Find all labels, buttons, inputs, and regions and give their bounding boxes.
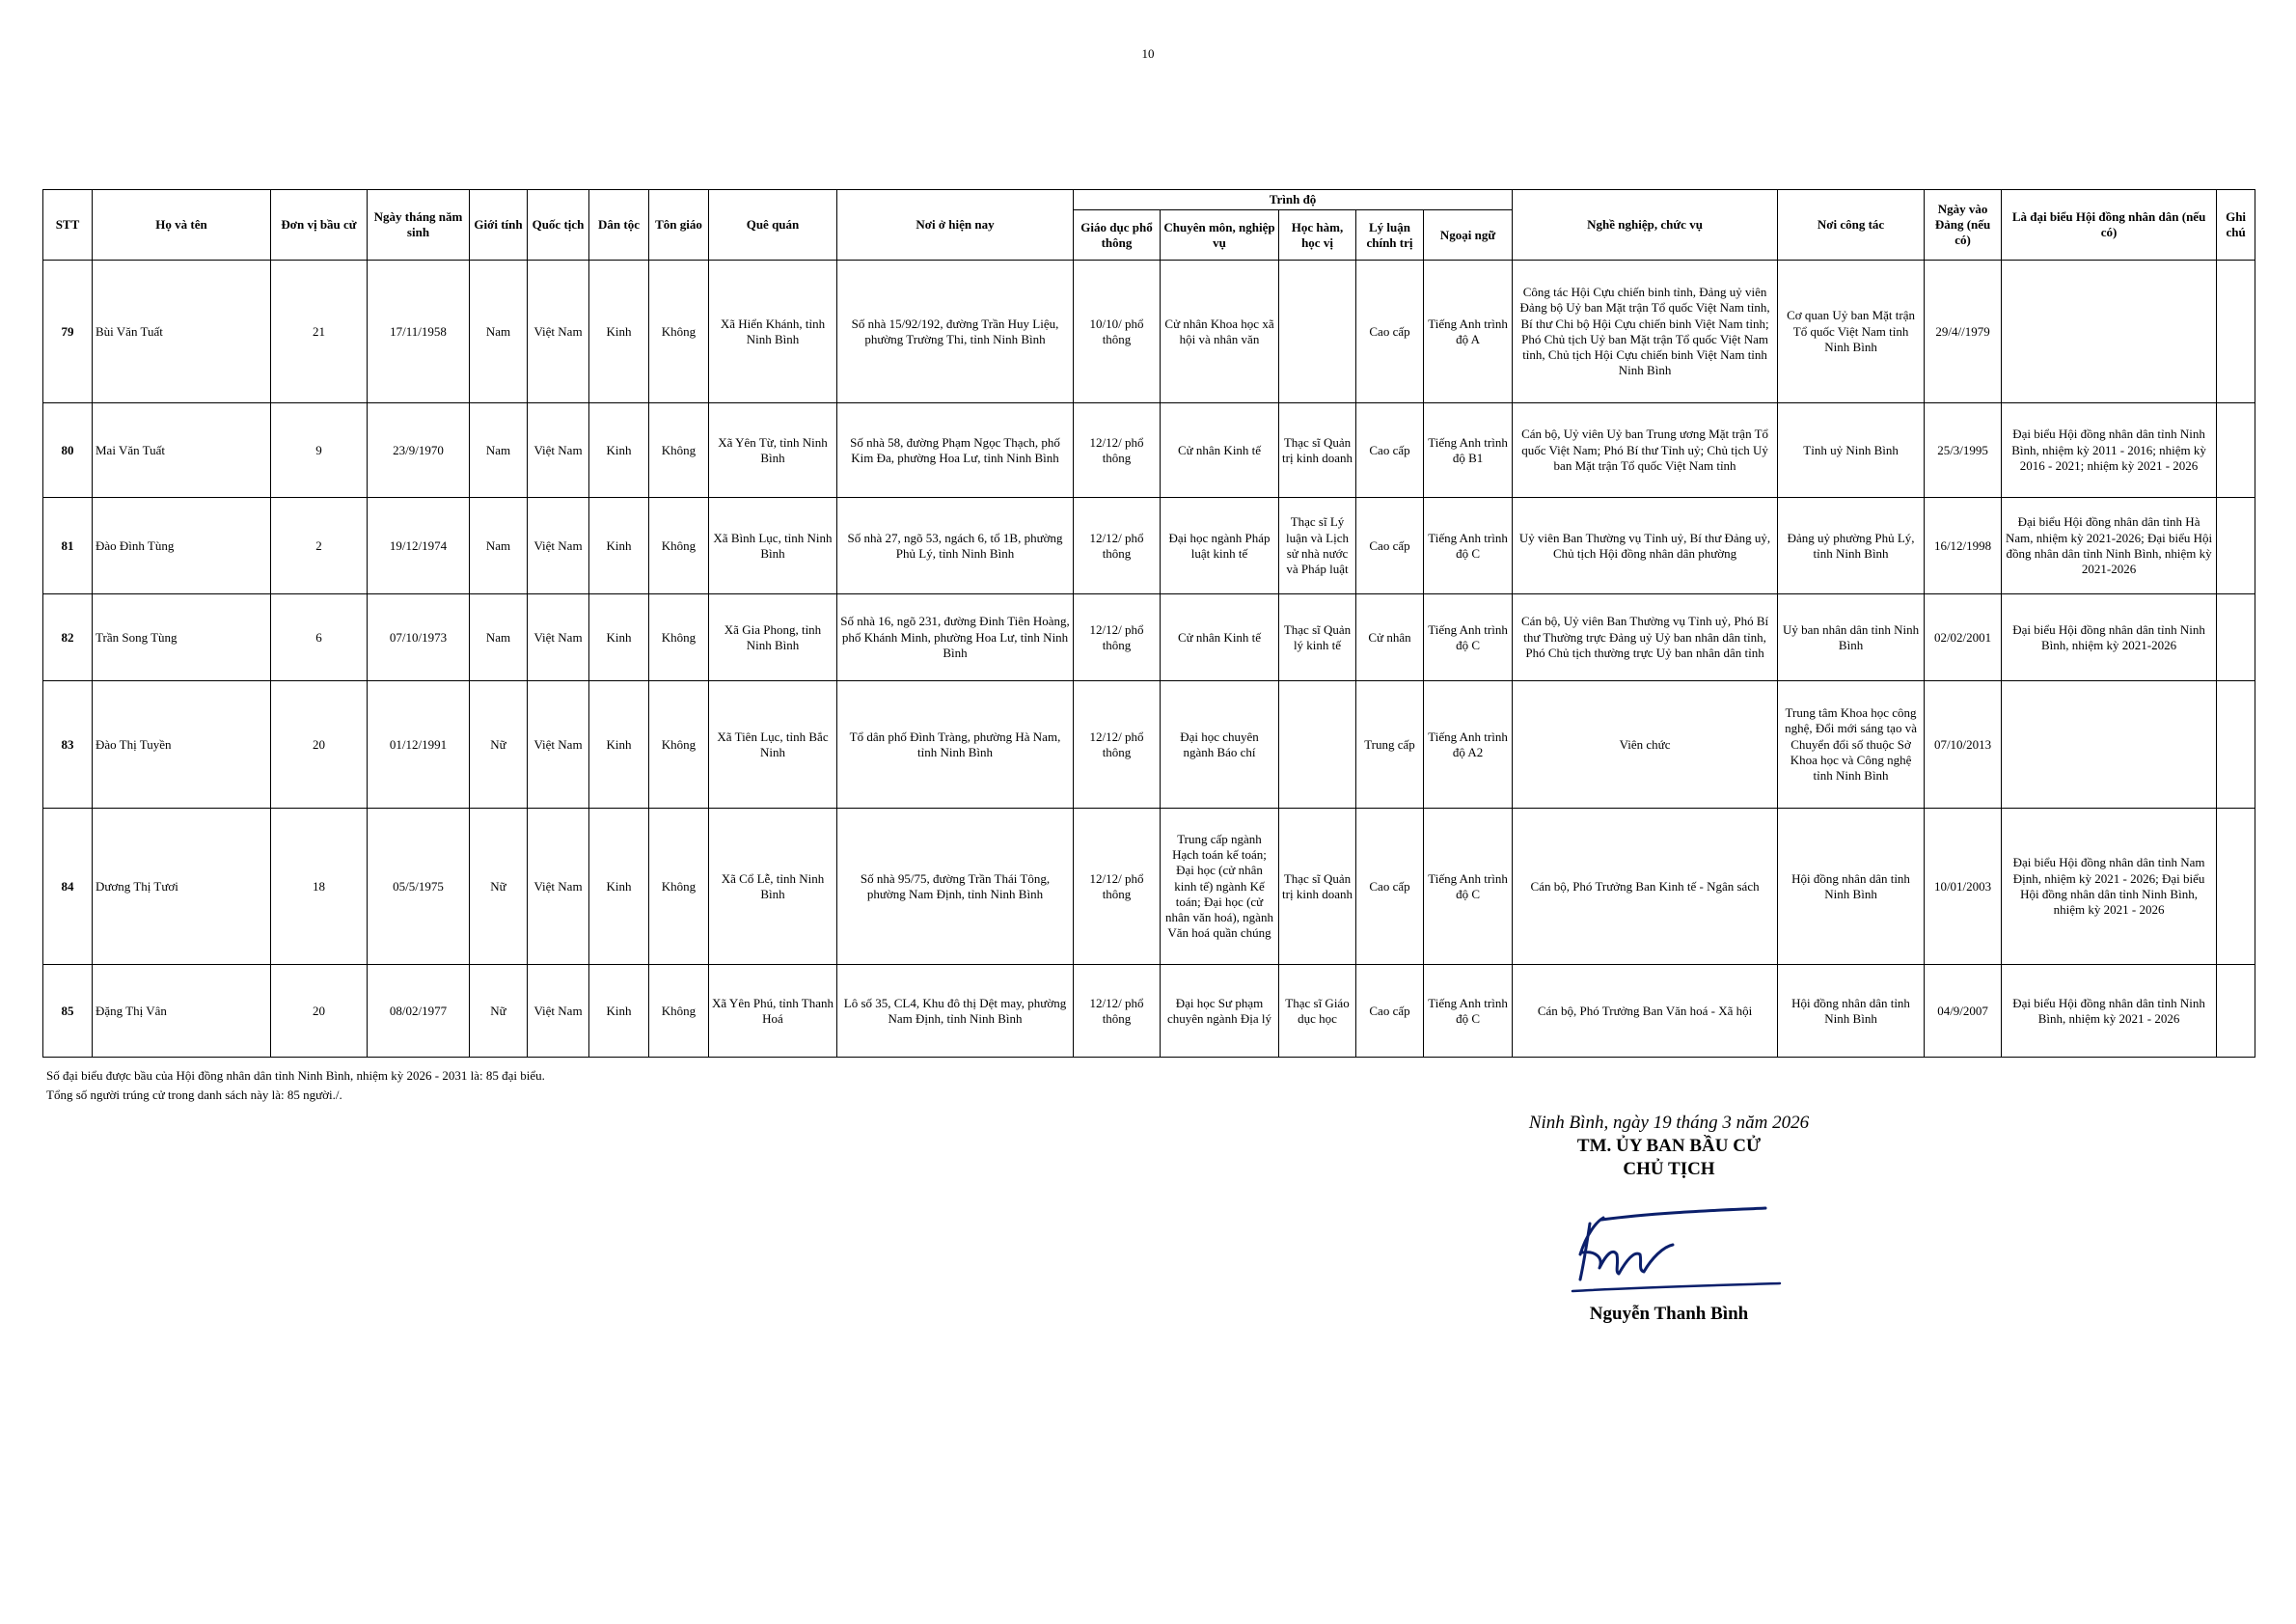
header-language: Ngoại ngữ [1424, 210, 1513, 261]
cell-language: Tiếng Anh trình độ C [1424, 809, 1513, 965]
cell-gender: Nam [470, 594, 528, 681]
cell-degree: Thạc sĩ Quản trị kinh doanh [1279, 403, 1356, 498]
cell-occupation: Công tác Hội Cựu chiến binh tỉnh, Đảng uỷ viên Đảng bộ Uỷ ban Mặt trận Tổ quốc Việt Nam tỉnh, Bí thư Chi bộ Hội Cựu chiến binh Việt Nam tỉnh; Phó Chủ tịch Uỷ ban Mặt trận Tổ quốc Việt Nam tỉnh, Chủ tịch Hội Cựu chiến binh Việt Nam tỉnh Ninh Bình [1513, 261, 1778, 403]
header-name: Họ và tên [93, 190, 271, 261]
cell-name: Đặng Thị Vân [93, 965, 271, 1058]
cell-nationality: Việt Nam [528, 809, 589, 965]
cell-hometown: Xã Tiên Lục, tỉnh Bắc Ninh [709, 681, 837, 809]
signer-name: Nguyễn Thanh Bình [1589, 1304, 1749, 1324]
header-stt: STT [43, 190, 93, 261]
cell-unit: 2 [271, 498, 368, 594]
cell-residence: Số nhà 27, ngõ 53, ngách 6, tổ 1B, phường Phủ Lý, tỉnh Ninh Bình [837, 498, 1074, 594]
header-notes: Ghi chú [2217, 190, 2255, 261]
cell-political: Cao cấp [1356, 965, 1424, 1058]
cell-occupation: Cán bộ, Phó Trưởng Ban Văn hoá - Xã hội [1513, 965, 1778, 1058]
cell-residence: Lô số 35, CL4, Khu đô thị Dệt may, phường Nam Định, tỉnh Ninh Bình [837, 965, 1074, 1058]
cell-delegate: Đại biểu Hội đồng nhân dân tỉnh Ninh Bình, nhiệm kỳ 2021-2026 [2002, 594, 2217, 681]
signature-block [1495, 1112, 1843, 1326]
handwritten-signature [1544, 1195, 1794, 1301]
cell-ethnicity: Kinh [589, 965, 649, 1058]
cell-general-edu: 12/12/ phổ thông [1074, 965, 1161, 1058]
cell-name: Đào Thị Tuyền [93, 681, 271, 809]
cell-gender: Nữ [470, 681, 528, 809]
cell-religion: Không [649, 594, 709, 681]
cell-occupation: Viên chức [1513, 681, 1778, 809]
cell-specialty: Trung cấp ngành Hạch toán kế toán; Đại học (cử nhân kinh tế) ngành Kế toán; Đại học (cử nhân văn hoá), ngành Văn hoá quần chúng [1161, 809, 1279, 965]
signing-organization: TM. ỦY BAN BẦU CỬ [1576, 1136, 1762, 1156]
cell-delegate: Đại biểu Hội đồng nhân dân tỉnh Hà Nam, nhiệm kỳ 2021-2026; Đại biểu Hội đồng nhân dân tỉnh Ninh Bình, nhiệm kỳ 2021-2026 [2002, 498, 2217, 594]
cell-party-date: 10/01/2003 [1925, 809, 2002, 965]
cell-nationality: Việt Nam [528, 261, 589, 403]
footnotes [46, 1066, 545, 1105]
cell-unit: 18 [271, 809, 368, 965]
cell-dob: 01/12/1991 [368, 681, 470, 809]
cell-notes [2217, 261, 2255, 403]
cell-stt: 85 [43, 965, 93, 1058]
table-row [43, 681, 2255, 809]
cell-notes [2217, 594, 2255, 681]
table-row [43, 403, 2255, 498]
cell-degree: Thạc sĩ Lý luận và Lịch sử nhà nước và Pháp luật [1279, 498, 1356, 594]
cell-notes [2217, 403, 2255, 498]
cell-hometown: Xã Hiển Khánh, tỉnh Ninh Bình [709, 261, 837, 403]
cell-notes [2217, 681, 2255, 809]
cell-delegate: Đại biểu Hội đồng nhân dân tỉnh Nam Định, nhiệm kỳ 2021 - 2026; Đại biểu Hội đồng nhân dân tỉnh Ninh Bình, nhiệm kỳ 2021 - 2026 [2002, 809, 2217, 965]
cell-party-date: 29/4//1979 [1925, 261, 2002, 403]
cell-name: Mai Văn Tuất [93, 403, 271, 498]
cell-occupation: Uỷ viên Ban Thường vụ Tỉnh uỷ, Bí thư Đảng uỷ, Chủ tịch Hội đồng nhân dân phường [1513, 498, 1778, 594]
table-row [43, 261, 2255, 403]
cell-nationality: Việt Nam [528, 965, 589, 1058]
table-row [43, 965, 2255, 1058]
cell-specialty: Cử nhân Kinh tế [1161, 403, 1279, 498]
elected-delegates-table [42, 189, 2255, 1058]
cell-nationality: Việt Nam [528, 403, 589, 498]
header-religion: Tôn giáo [649, 190, 709, 261]
cell-party-date: 04/9/2007 [1925, 965, 2002, 1058]
header-political: Lý luận chính trị [1356, 210, 1424, 261]
cell-dob: 08/02/1977 [368, 965, 470, 1058]
cell-notes [2217, 498, 2255, 594]
header-gender: Giới tính [470, 190, 528, 261]
cell-specialty: Cử nhân Kinh tế [1161, 594, 1279, 681]
cell-dob: 19/12/1974 [368, 498, 470, 594]
cell-nationality: Việt Nam [528, 498, 589, 594]
cell-political: Trung cấp [1356, 681, 1424, 809]
cell-stt: 82 [43, 594, 93, 681]
cell-residence: Số nhà 95/75, đường Trần Thái Tông, phường Nam Định, tỉnh Ninh Bình [837, 809, 1074, 965]
cell-ethnicity: Kinh [589, 261, 649, 403]
cell-religion: Không [649, 498, 709, 594]
cell-ethnicity: Kinh [589, 403, 649, 498]
cell-degree: Thạc sĩ Quản trị kinh doanh [1279, 809, 1356, 965]
cell-party-date: 02/02/2001 [1925, 594, 2002, 681]
cell-name: Trần Song Tùng [93, 594, 271, 681]
header-workplace: Nơi công tác [1778, 190, 1925, 261]
header-education-group: Trình độ [1074, 190, 1513, 210]
cell-stt: 80 [43, 403, 93, 498]
cell-hometown: Xã Gia Phong, tỉnh Ninh Bình [709, 594, 837, 681]
cell-hometown: Xã Yên Từ, tỉnh Ninh Bình [709, 403, 837, 498]
cell-general-edu: 12/12/ phổ thông [1074, 681, 1161, 809]
cell-workplace: Hội đồng nhân dân tỉnh Ninh Bình [1778, 809, 1925, 965]
cell-unit: 20 [271, 681, 368, 809]
cell-specialty: Đại học ngành Pháp luật kinh tế [1161, 498, 1279, 594]
cell-occupation: Cán bộ, Uỷ viên Uỷ ban Trung ương Mặt trận Tổ quốc Việt Nam; Phó Bí thư Tỉnh uỷ; Chủ tịch Uỷ ban Mặt trận Tổ quốc Việt Nam tỉnh [1513, 403, 1778, 498]
cell-delegate: Đại biểu Hội đồng nhân dân tỉnh Ninh Bình, nhiệm kỳ 2021 - 2026 [2002, 965, 2217, 1058]
cell-workplace: Tỉnh uỷ Ninh Bình [1778, 403, 1925, 498]
cell-religion: Không [649, 261, 709, 403]
cell-notes [2217, 965, 2255, 1058]
cell-language: Tiếng Anh trình độ C [1424, 594, 1513, 681]
cell-occupation: Cán bộ, Phó Trưởng Ban Kinh tế - Ngân sách [1513, 809, 1778, 965]
cell-workplace: Đảng uỷ phường Phủ Lý, tỉnh Ninh Bình [1778, 498, 1925, 594]
header-general-edu: Giáo dục phổ thông [1074, 210, 1161, 261]
cell-residence: Tổ dân phố Đình Tràng, phường Hà Nam, tỉnh Ninh Bình [837, 681, 1074, 809]
cell-political: Cao cấp [1356, 809, 1424, 965]
cell-hometown: Xã Bình Lục, tỉnh Ninh Bình [709, 498, 837, 594]
cell-delegate [2002, 261, 2217, 403]
cell-delegate [2002, 681, 2217, 809]
cell-dob: 23/9/1970 [368, 403, 470, 498]
cell-unit: 9 [271, 403, 368, 498]
cell-notes [2217, 809, 2255, 965]
cell-unit: 20 [271, 965, 368, 1058]
cell-specialty: Đại học chuyên ngành Báo chí [1161, 681, 1279, 809]
cell-stt: 81 [43, 498, 93, 594]
cell-stt: 83 [43, 681, 93, 809]
cell-workplace: Hội đồng nhân dân tỉnh Ninh Bình [1778, 965, 1925, 1058]
cell-stt: 79 [43, 261, 93, 403]
cell-workplace: Trung tâm Khoa học công nghệ, Đổi mới sáng tạo và Chuyển đổi số thuộc Sở Khoa học và Công nghệ tỉnh Ninh Bình [1778, 681, 1925, 809]
header-hometown: Quê quán [709, 190, 837, 261]
header-party-date: Ngày vào Đảng (nếu có) [1925, 190, 2002, 261]
cell-specialty: Cử nhân Khoa học xã hội và nhân văn [1161, 261, 1279, 403]
table-row [43, 498, 2255, 594]
cell-degree [1279, 681, 1356, 809]
cell-specialty: Đại học Sư phạm chuyên ngành Địa lý [1161, 965, 1279, 1058]
cell-name: Dương Thị Tươi [93, 809, 271, 965]
cell-religion: Không [649, 403, 709, 498]
table-body [43, 261, 2255, 1058]
cell-unit: 6 [271, 594, 368, 681]
cell-stt: 84 [43, 809, 93, 965]
page-number: 10 [1141, 46, 1155, 61]
header-residence: Nơi ở hiện nay [837, 190, 1074, 261]
cell-workplace: Cơ quan Uỷ ban Mặt trận Tổ quốc Việt Nam tỉnh Ninh Bình [1778, 261, 1925, 403]
table-row [43, 594, 2255, 681]
cell-language: Tiếng Anh trình độ A2 [1424, 681, 1513, 809]
cell-political: Cao cấp [1356, 261, 1424, 403]
cell-religion: Không [649, 681, 709, 809]
cell-nationality: Việt Nam [528, 594, 589, 681]
header-unit: Đơn vị bầu cử [271, 190, 368, 261]
header-dob: Ngày tháng năm sinh [368, 190, 470, 261]
cell-ethnicity: Kinh [589, 809, 649, 965]
cell-language: Tiếng Anh trình độ A [1424, 261, 1513, 403]
cell-residence: Số nhà 15/92/192, đường Trần Huy Liệu, phường Trường Thi, tỉnh Ninh Bình [837, 261, 1074, 403]
cell-political: Cử nhân [1356, 594, 1424, 681]
header-delegate: Là đại biểu Hội đồng nhân dân (nếu có) [2002, 190, 2217, 261]
cell-party-date: 16/12/1998 [1925, 498, 2002, 594]
cell-residence: Số nhà 16, ngõ 231, đường Đinh Tiên Hoàng, phố Khánh Minh, phường Hoa Lư, tỉnh Ninh Bình [837, 594, 1074, 681]
cell-dob: 05/5/1975 [368, 809, 470, 965]
cell-delegate: Đại biểu Hội đồng nhân dân tỉnh Ninh Bình, nhiệm kỳ 2011 - 2016; nhiệm kỳ 2016 - 2021; nhiệm kỳ 2021 - 2026 [2002, 403, 2217, 498]
cell-language: Tiếng Anh trình độ B1 [1424, 403, 1513, 498]
footnote-delegate-count: Số đại biểu được bầu của Hội đồng nhân dân tỉnh Ninh Bình, nhiệm kỳ 2026 - 2031 là: 85 đại biểu. [46, 1068, 545, 1083]
cell-occupation: Cán bộ, Uỷ viên Ban Thường vụ Tỉnh uỷ, Phó Bí thư Thường trực Đảng uỷ Uỷ ban nhân dân tỉnh, Phó Chủ tịch thường trực Uỷ ban nhân dân tỉnh [1513, 594, 1778, 681]
header-degree: Học hàm, học vị [1279, 210, 1356, 261]
cell-degree: Thạc sĩ Giáo dục học [1279, 965, 1356, 1058]
elected-delegates-table-wrapper [42, 189, 2255, 1058]
cell-degree [1279, 261, 1356, 403]
cell-general-edu: 12/12/ phổ thông [1074, 403, 1161, 498]
footnote-elected-total: Tổng số người trúng cử trong danh sách này là: 85 người./. [46, 1087, 342, 1102]
cell-ethnicity: Kinh [589, 681, 649, 809]
cell-general-edu: 12/12/ phổ thông [1074, 809, 1161, 965]
cell-name: Bùi Văn Tuất [93, 261, 271, 403]
place-date: Ninh Bình, ngày 19 tháng 3 năm 2026 [1528, 1113, 1810, 1133]
cell-unit: 21 [271, 261, 368, 403]
cell-nationality: Việt Nam [528, 681, 589, 809]
cell-dob: 07/10/1973 [368, 594, 470, 681]
cell-party-date: 07/10/2013 [1925, 681, 2002, 809]
cell-gender: Nữ [470, 965, 528, 1058]
cell-hometown: Xã Yên Phú, tỉnh Thanh Hoá [709, 965, 837, 1058]
cell-general-edu: 12/12/ phổ thông [1074, 498, 1161, 594]
cell-residence: Số nhà 58, đường Phạm Ngọc Thạch, phố Kim Đa, phường Hoa Lư, tỉnh Ninh Bình [837, 403, 1074, 498]
cell-dob: 17/11/1958 [368, 261, 470, 403]
cell-gender: Nam [470, 261, 528, 403]
cell-language: Tiếng Anh trình độ C [1424, 965, 1513, 1058]
table-header [43, 190, 2255, 261]
cell-ethnicity: Kinh [589, 498, 649, 594]
table-row [43, 809, 2255, 965]
cell-general-edu: 10/10/ phổ thông [1074, 261, 1161, 403]
cell-language: Tiếng Anh trình độ C [1424, 498, 1513, 594]
cell-political: Cao cấp [1356, 403, 1424, 498]
cell-party-date: 25/3/1995 [1925, 403, 2002, 498]
header-nationality: Quốc tịch [528, 190, 589, 261]
cell-name: Đào Đình Tùng [93, 498, 271, 594]
cell-workplace: Uỷ ban nhân dân tỉnh Ninh Bình [1778, 594, 1925, 681]
header-specialty: Chuyên môn, nghiệp vụ [1161, 210, 1279, 261]
cell-gender: Nam [470, 498, 528, 594]
cell-degree: Thạc sĩ Quản lý kinh tế [1279, 594, 1356, 681]
signer-title: CHỦ TỊCH [1623, 1159, 1715, 1179]
cell-political: Cao cấp [1356, 498, 1424, 594]
cell-religion: Không [649, 809, 709, 965]
cell-religion: Không [649, 965, 709, 1058]
cell-ethnicity: Kinh [589, 594, 649, 681]
cell-gender: Nữ [470, 809, 528, 965]
cell-general-edu: 12/12/ phổ thông [1074, 594, 1161, 681]
header-ethnicity: Dân tộc [589, 190, 649, 261]
cell-gender: Nam [470, 403, 528, 498]
header-occupation: Nghề nghiệp, chức vụ [1513, 190, 1778, 261]
cell-hometown: Xã Cổ Lễ, tỉnh Ninh Bình [709, 809, 837, 965]
